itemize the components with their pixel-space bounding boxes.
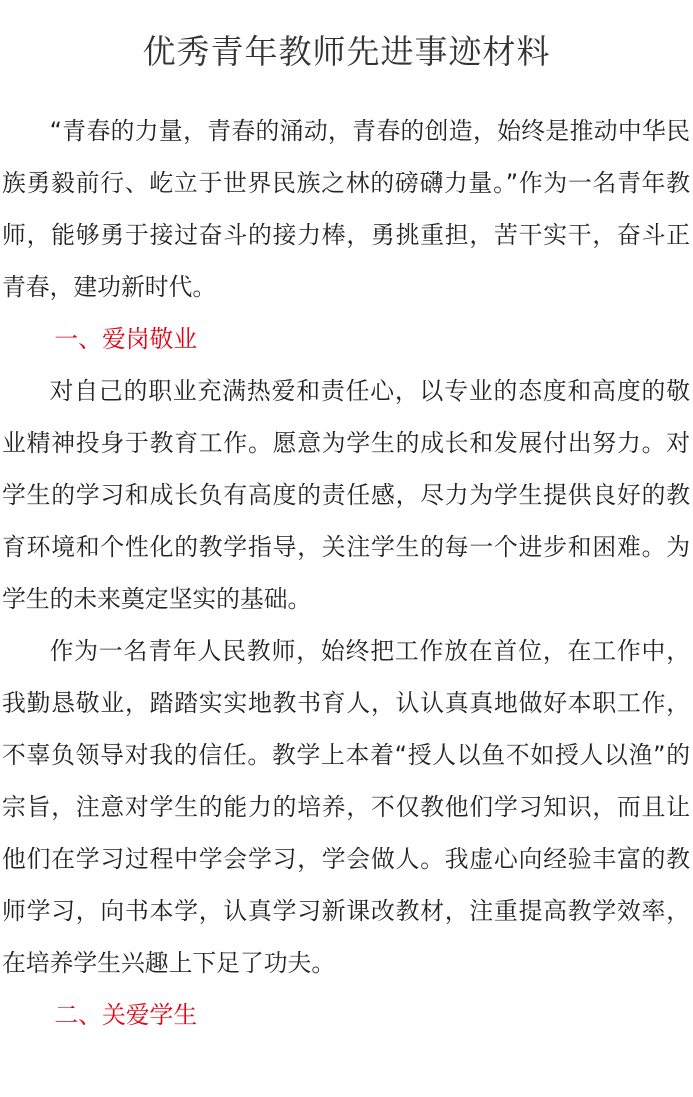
document-body [2,105,690,1041]
section-1-paragraph-1: 对自己的职业充满热爱和责任心，以专业的态度和高度的敬业精神投身于教育工作。愿意为学生的成长和发展付出努力。对学生的学习和成长负有高度的责任感，尽力为学生提供良好的教育环境和个性化的教学指导，关注学生的每一个进步和困难。为学生的未来奠定坚实的基础。 [2,377,690,613]
section-heading-2: 二、关爱学生 [54,1001,198,1029]
section-1-paragraph-2: 作为一名青年人民教师，始终把工作放在首位，在工作中，我勤恳敬业，踏踏实实地教书育人，认认真真地做好本职工作，不辜负领导对我的信任。教学上本着“授人以鱼不如授人以渔”的宗旨，注意对学生的能力的培养，不仅教他们学习知识，而且让他们在学习过程中学会学习，学会做人。我虚心向经验丰富的教师学习，向书本学，认真学习新课改教材，注重提高教学效率，在培养学生兴趣上下足了功夫。 [2,637,690,977]
intro-paragraph: “青春的力量，青春的涌动，青春的创造，始终是推动中华民族勇毅前行、屹立于世界民族之林的磅礴力量。”作为一名青年教师，能够勇于接过奋斗的接力棒，勇挑重担，苦干实干，奋斗正青春，建功新时代。 [2,117,690,301]
document-title: 优秀青年教师先进事迹材料 [142,32,551,71]
section-heading-1: 一、爱岗敬业 [54,325,198,353]
